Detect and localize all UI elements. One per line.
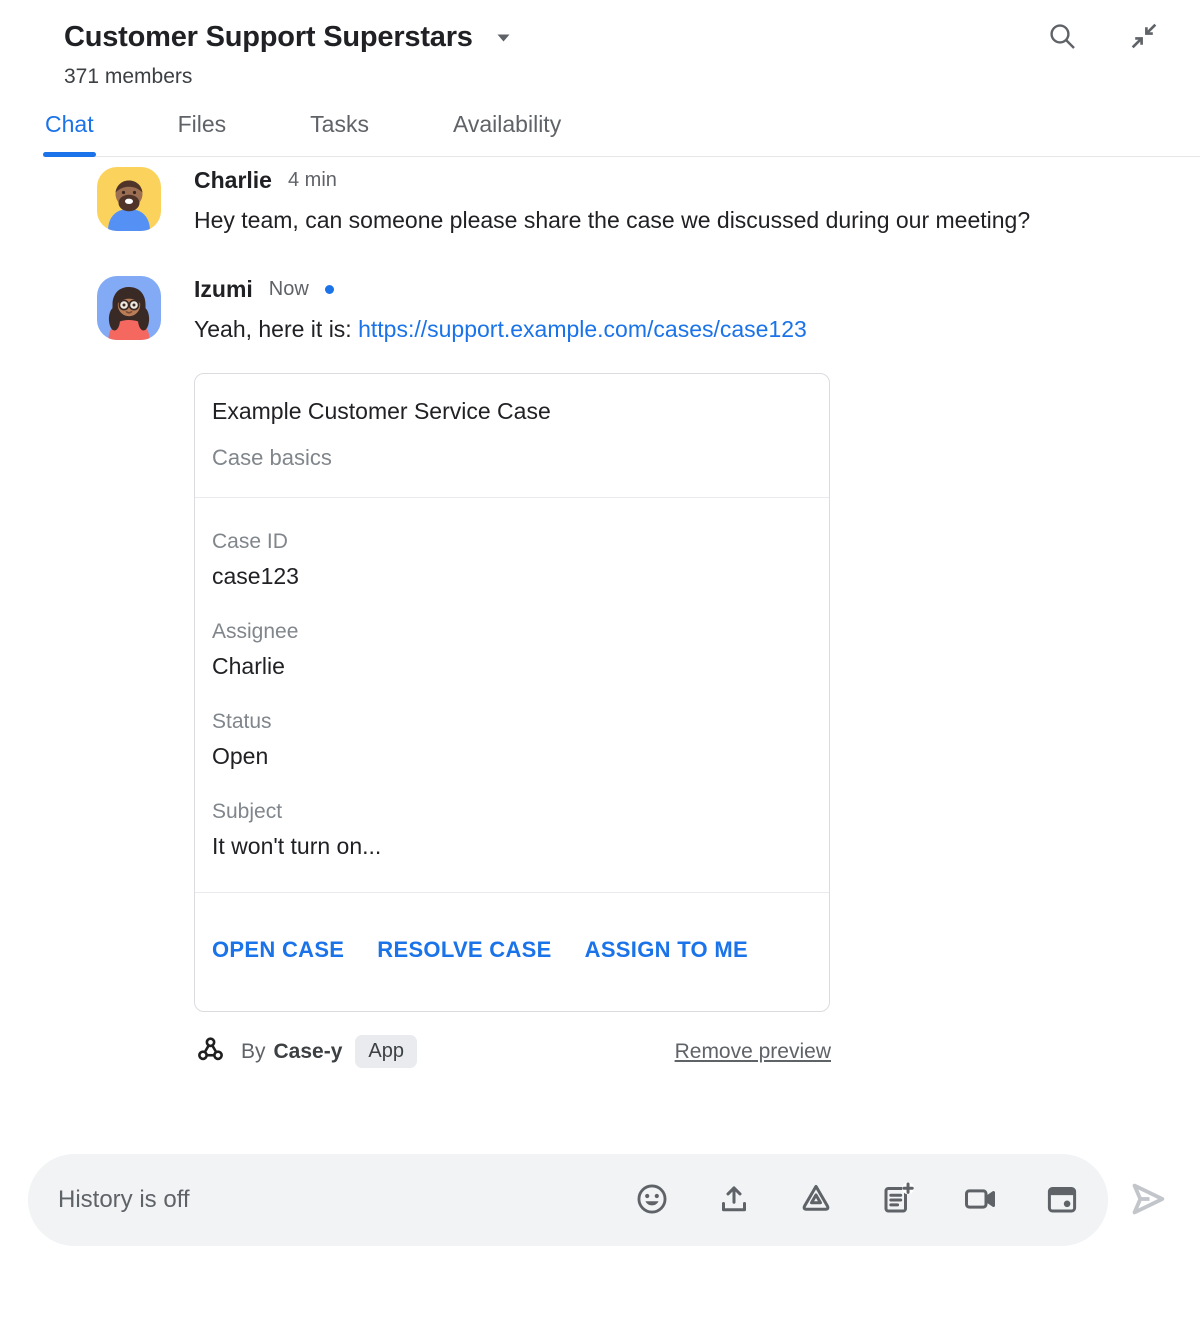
avatar-izumi[interactable]: [97, 276, 161, 340]
field-value: Charlie: [212, 653, 285, 679]
webhook-icon: [194, 1034, 227, 1069]
field-value: Open: [212, 743, 269, 769]
open-case-button[interactable]: OPEN CASE: [212, 937, 345, 962]
search-button[interactable]: [1046, 20, 1078, 55]
field-status: [212, 710, 812, 770]
add-note-button[interactable]: [880, 1181, 916, 1220]
drive-icon: [798, 1181, 834, 1220]
space-header: [0, 0, 1200, 89]
send-button[interactable]: [1124, 1176, 1170, 1225]
app-attribution: [194, 1034, 831, 1069]
add-note-icon: [880, 1181, 916, 1220]
remove-preview-link[interactable]: Remove preview: [674, 1039, 831, 1063]
message-timestamp: 4 min: [287, 169, 337, 191]
sender-name[interactable]: Izumi: [194, 276, 253, 302]
upload-button[interactable]: [716, 1181, 752, 1220]
message-charlie: [97, 167, 1136, 240]
compose-pill[interactable]: [28, 1154, 1108, 1246]
send-icon: [1124, 1176, 1170, 1225]
case-preview-card: [194, 373, 830, 1012]
active-tab-indicator: [43, 152, 96, 157]
sender-name[interactable]: Charlie: [194, 167, 272, 193]
avatar-charlie[interactable]: [97, 167, 161, 231]
field-subject: [212, 800, 812, 860]
emoji-button[interactable]: [634, 1181, 670, 1220]
tab-chat[interactable]: Chat: [43, 107, 96, 156]
app-badge: App: [355, 1035, 417, 1068]
field-value: case123: [212, 563, 299, 589]
drive-button[interactable]: [798, 1181, 834, 1220]
presence-dot: [325, 285, 334, 294]
field-value: It won't turn on...: [212, 833, 382, 859]
calendar-icon: [1044, 1181, 1080, 1220]
message-izumi: [97, 276, 1136, 1069]
message-text: Yeah, here it is: https://support.example.com/cases/case123: [194, 316, 807, 342]
field-label: Assignee: [212, 620, 299, 643]
message-input[interactable]: [58, 1186, 634, 1214]
attribution-app-name: Case-y: [273, 1039, 343, 1063]
video-call-icon: [962, 1181, 998, 1220]
field-assignee: [212, 620, 812, 680]
card-subtitle: Case basics: [212, 445, 332, 470]
tab-tasks[interactable]: Tasks: [308, 107, 371, 156]
resolve-case-button[interactable]: RESOLVE CASE: [377, 937, 552, 962]
attribution-by-label: By: [241, 1039, 266, 1063]
video-call-button[interactable]: [962, 1181, 998, 1220]
compose-bar: [28, 1154, 1170, 1246]
space-title: Customer Support Superstars: [64, 21, 473, 53]
tab-files[interactable]: Files: [176, 107, 229, 156]
search-icon: [1046, 20, 1078, 55]
tab-bar: [43, 107, 1200, 157]
tab-availability[interactable]: Availability: [451, 107, 563, 156]
upload-icon: [716, 1181, 752, 1220]
member-count: 371 members: [64, 65, 193, 88]
emoji-icon: [634, 1181, 670, 1220]
message-text: Hey team, can someone please share the case we discussed during our meeting?: [194, 207, 1031, 233]
field-label: Case ID: [212, 530, 288, 553]
message-stream: [0, 157, 1200, 1069]
chevron-down-icon: [497, 30, 510, 45]
collapse-button[interactable]: [1128, 20, 1160, 55]
card-title: Example Customer Service Case: [212, 398, 551, 424]
field-label: Status: [212, 710, 272, 733]
space-menu-button[interactable]: [497, 30, 510, 45]
calendar-button[interactable]: [1044, 1181, 1080, 1220]
message-timestamp: Now: [268, 278, 309, 300]
field-label: Subject: [212, 800, 283, 823]
case-link[interactable]: https://support.example.com/cases/case123: [358, 316, 807, 342]
collapse-icon: [1128, 20, 1160, 55]
assign-to-me-button[interactable]: ASSIGN TO ME: [584, 937, 748, 962]
field-case-id: [212, 530, 812, 590]
